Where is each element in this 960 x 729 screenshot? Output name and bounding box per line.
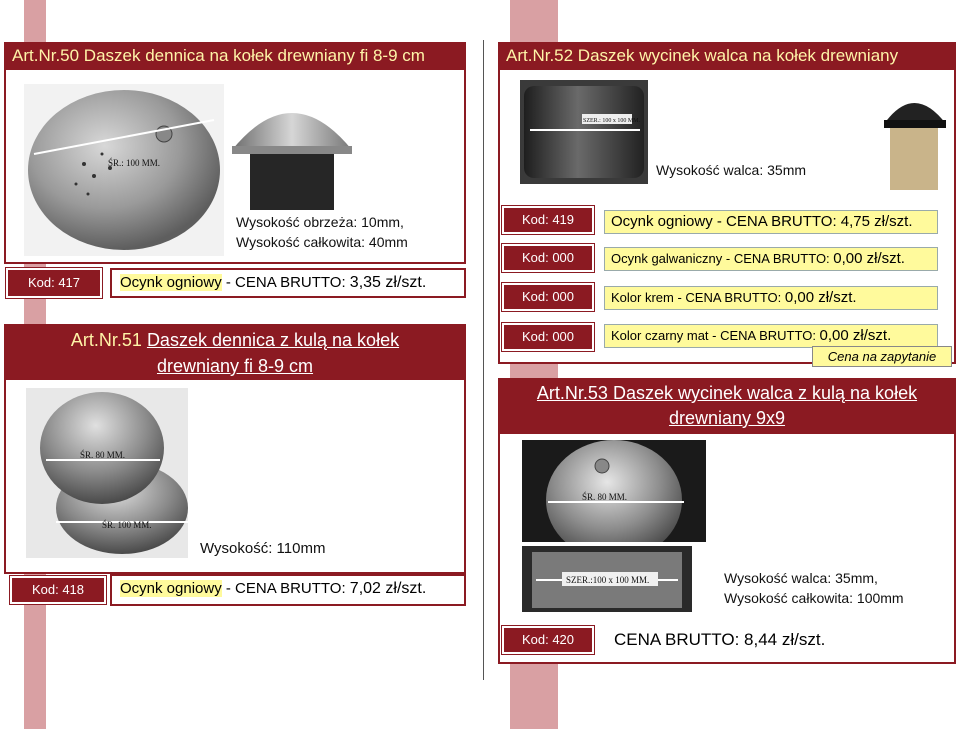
art52-cylinder-image <box>520 80 648 184</box>
art52-price-sep-2: - CENA BRUTTO: <box>673 290 785 305</box>
art53-ball-image <box>522 440 706 542</box>
art51-title <box>4 324 466 380</box>
art52-price-sep-0: - CENA BRUTTO: <box>712 213 841 230</box>
art51-title-line2: drewniany fi 8-9 cm <box>156 356 314 376</box>
art51-price-value: 7,02 zł/szt. <box>349 580 427 597</box>
art52-price-label-0: Ocynk ogniowy <box>611 213 713 230</box>
art53-title-line2: drewniany 9x9 <box>668 408 786 428</box>
art50-cap-image <box>226 84 358 210</box>
art52-price-row-2 <box>604 286 938 310</box>
art51-price-label: Ocynk ogniowy <box>120 580 222 597</box>
art52-price-label-3: Kolor czarny mat <box>611 328 709 343</box>
art53-title-line1: Art.Nr.53 Daszek wycinek walca z kulą na kołek <box>536 383 918 403</box>
art52-price-row-1 <box>604 247 938 271</box>
art53-price <box>614 630 825 650</box>
art52-code-3: Kod: 000 <box>502 323 594 351</box>
art52-code-2: Kod: 000 <box>502 283 594 311</box>
art53-dim-label-80: ŚR. 80 MM. <box>582 492 628 502</box>
art52-price-value-3: 0,00 zł/szt. <box>819 327 892 344</box>
art51-code: Kod: 418 <box>10 576 106 604</box>
art52-photo-post <box>876 80 952 190</box>
art50-note-total: Wysokość całkowita: 40mm <box>236 234 408 250</box>
art52-post-image <box>876 80 952 190</box>
art50-dim-label: ŚR.: 100 MM. <box>108 158 161 168</box>
art53-note-total: Wysokość całkowita: 100mm <box>724 590 904 606</box>
art51-photo <box>26 388 188 558</box>
art50-title-text: Art.Nr.50 Daszek dennica na kołek drewniany fi 8-9 cm <box>12 46 425 65</box>
art51-price-prefix: - CENA BRUTTO: <box>221 580 350 597</box>
art53-title <box>498 378 956 434</box>
art52-title-text: Art.Nr.52 Daszek wycinek walca na kołek drewniany <box>506 46 899 65</box>
art52-price-sep-3: - CENA BRUTTO: <box>708 328 820 343</box>
art51-dim-label-80: ŚR. 80 MM. <box>80 450 126 460</box>
art53-dim-label-width: SZER.:100 x 100 MM. <box>566 575 650 585</box>
art52-inquiry-note: Cena na zapytanie <box>812 346 952 367</box>
center-divider <box>483 40 484 680</box>
art52-price-label-1: Ocynk galwaniczny <box>611 251 723 266</box>
art51-price <box>110 574 466 606</box>
art50-photo-dome <box>24 84 224 256</box>
art52-price-label-2: Kolor krem <box>611 290 674 305</box>
art51-ball-cap-image <box>26 388 188 558</box>
art52-title <box>498 42 956 70</box>
art51-note-height: Wysokość: 110mm <box>200 540 326 557</box>
art53-base-image <box>522 546 692 612</box>
art50-dome-image <box>24 84 224 256</box>
art50-note-rim: Wysokość obrzeża: 10mm, <box>236 214 404 230</box>
art53-note-cylinder: Wysokość walca: 35mm, <box>724 570 878 586</box>
art52-price-sep-1: - CENA BRUTTO: <box>722 251 834 266</box>
art53-code: Kod: 420 <box>502 626 594 654</box>
art52-code-1: Kod: 000 <box>502 244 594 272</box>
art52-price-row-3 <box>604 324 938 348</box>
art53-photo-base <box>522 546 692 612</box>
art50-price <box>110 268 466 298</box>
art52-dim-label: SZER.: 100 x 100 MM. <box>583 118 641 124</box>
art52-price-value-2: 0,00 zł/szt. <box>784 289 857 306</box>
art52-price-row-0 <box>604 210 938 234</box>
art50-code: Kod: 417 <box>6 268 102 298</box>
art51-dim-label-100: ŚR. 100 MM. <box>102 520 152 530</box>
art51-title-prefix: Art.Nr.51 <box>70 330 147 350</box>
art50-photo-cap <box>226 84 358 210</box>
art52-note-height: Wysokość walca: 35mm <box>656 162 807 178</box>
art50-price-value: 3,35 zł/szt. <box>349 274 427 291</box>
art51-title-rest: Daszek dennica z kulą na kołek <box>146 330 400 350</box>
art52-photo-cylinder <box>520 80 648 184</box>
art53-price-value: 8,44 zł/szt. <box>744 630 826 649</box>
art52-price-value-1: 0,00 zł/szt. <box>833 250 905 267</box>
art50-price-prefix: - CENA BRUTTO: <box>221 274 350 291</box>
art50-price-label: Ocynk ogniowy <box>120 274 222 291</box>
art53-price-prefix: CENA BRUTTO: <box>614 630 745 649</box>
art52-price-value-0: 4,75 zł/szt. <box>840 213 913 230</box>
art53-photo-ball <box>522 440 706 542</box>
art52-code-0: Kod: 419 <box>502 206 594 234</box>
art50-title <box>4 42 466 70</box>
